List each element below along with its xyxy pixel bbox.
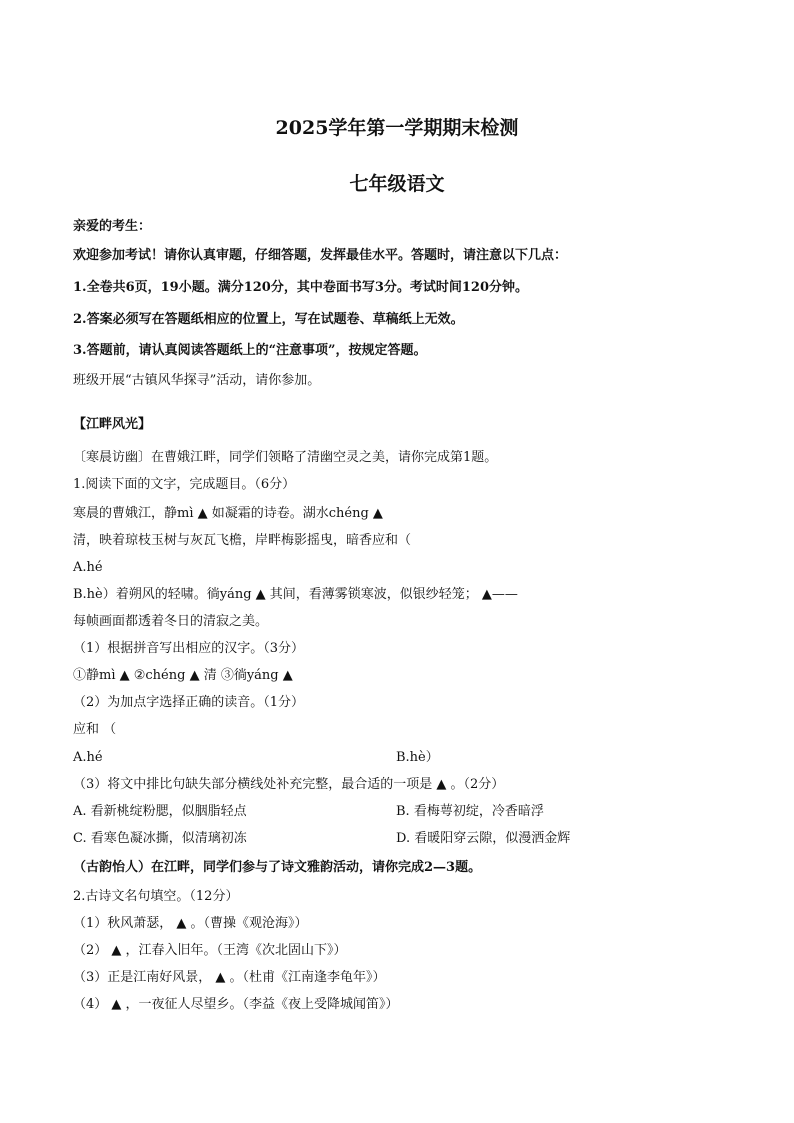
subquestion-1: （1）根据拼音写出相应的汉字。（3分）: [73, 641, 305, 656]
passage-line-4: B.hè）着朔风的轻啸。徜yáng ▲ 其间，看薄雾锁寒波，似银纱轻笼； ▲——: [73, 587, 518, 602]
fill-item-3: （3）正是江南好风景， ▲ 。（杜甫《江南逢李龟年》）: [73, 970, 386, 985]
option-c: C. 看寒色凝冰撕，似清璃初冻: [73, 831, 247, 846]
passage-line-1: 寒晨的曹娥江，静mì ▲ 如凝霜的诗卷。湖水chéng ▲: [73, 506, 383, 521]
section-2-intro: （古韵怡人）在江畔，同学们参与了诗文雅韵活动，请你完成2—3题。: [73, 860, 482, 875]
question-2-title: 2.古诗文名句填空。（12分）: [73, 889, 239, 904]
subquestion-2-option-b: B.hè）: [396, 750, 439, 765]
subquestion-3: （3）将文中排比句缺失部分横线处补充完整，最合适的一项是 ▲ 。（2分）: [73, 777, 505, 792]
exam-subject: 七年级语文: [349, 173, 445, 195]
note-2: 2.答案必须写在答题纸相应的位置上，写在试题卷、草稿纸上无效。: [73, 312, 464, 327]
activity-intro: 班级开展“古镇风华探寻”活动，请你参加。: [73, 373, 321, 388]
welcome-text: 欢迎参加考试！请你认真审题，仔细答题，发挥最佳水平。答题时，请注意以下几点：: [73, 248, 568, 263]
subquestion-2-option-a: A.hé: [73, 750, 103, 765]
passage-line-3: A.hé: [73, 560, 103, 575]
section-intro: 〔寒晨访幽〕在曹娥江畔，同学们领略了清幽空灵之美，请你完成第1题。: [73, 450, 498, 465]
fill-item-2: （2） ▲ ，江春入旧年。（王湾《次北固山下》）: [73, 943, 347, 958]
subquestion-1-blanks: ①静mì ▲ ②chéng ▲ 清 ③徜yáng ▲: [73, 668, 293, 683]
section-heading-jiangpan: 【江畔风光】: [73, 417, 152, 432]
fill-item-1: （1）秋风萧瑟， ▲ 。（曹操《观沧海》）: [73, 916, 308, 931]
option-b: B. 看梅萼初绽，冷香暗浮: [396, 804, 544, 819]
passage-line-2: 清，映着琼枝玉树与灰瓦飞檐，岸畔梅影摇曳，暗香应和（: [73, 533, 412, 548]
subquestion-2-word: 应和 （: [73, 722, 117, 737]
passage-line-5: 每帧画面都透着冬日的清寂之美。: [73, 614, 269, 629]
option-d: D. 看暖阳穿云隙，似漫洒金辉: [396, 831, 571, 846]
exam-title: 2025学年第一学期期末检测: [275, 117, 519, 139]
question-1-title: 1.阅读下面的文字，完成题目。（6分）: [73, 477, 296, 492]
fill-item-4: （4） ▲ ，一夜征人尽望乡。（李益《夜上受降城闻笛》）: [73, 997, 399, 1012]
note-3: 3.答题前，请认真阅读答题纸上的“注意事项”，按规定答题。: [73, 343, 427, 358]
note-1: 1.全卷共6页，19小题。满分120分，其中卷面书写3分。考试时间120分钟。: [73, 280, 529, 295]
greeting: 亲爱的考生：: [73, 219, 152, 234]
subquestion-2: （2）为加点字选择正确的读音。（1分）: [73, 695, 305, 710]
option-a: A. 看新桃绽粉腮，似胭脂轻点: [73, 804, 247, 819]
